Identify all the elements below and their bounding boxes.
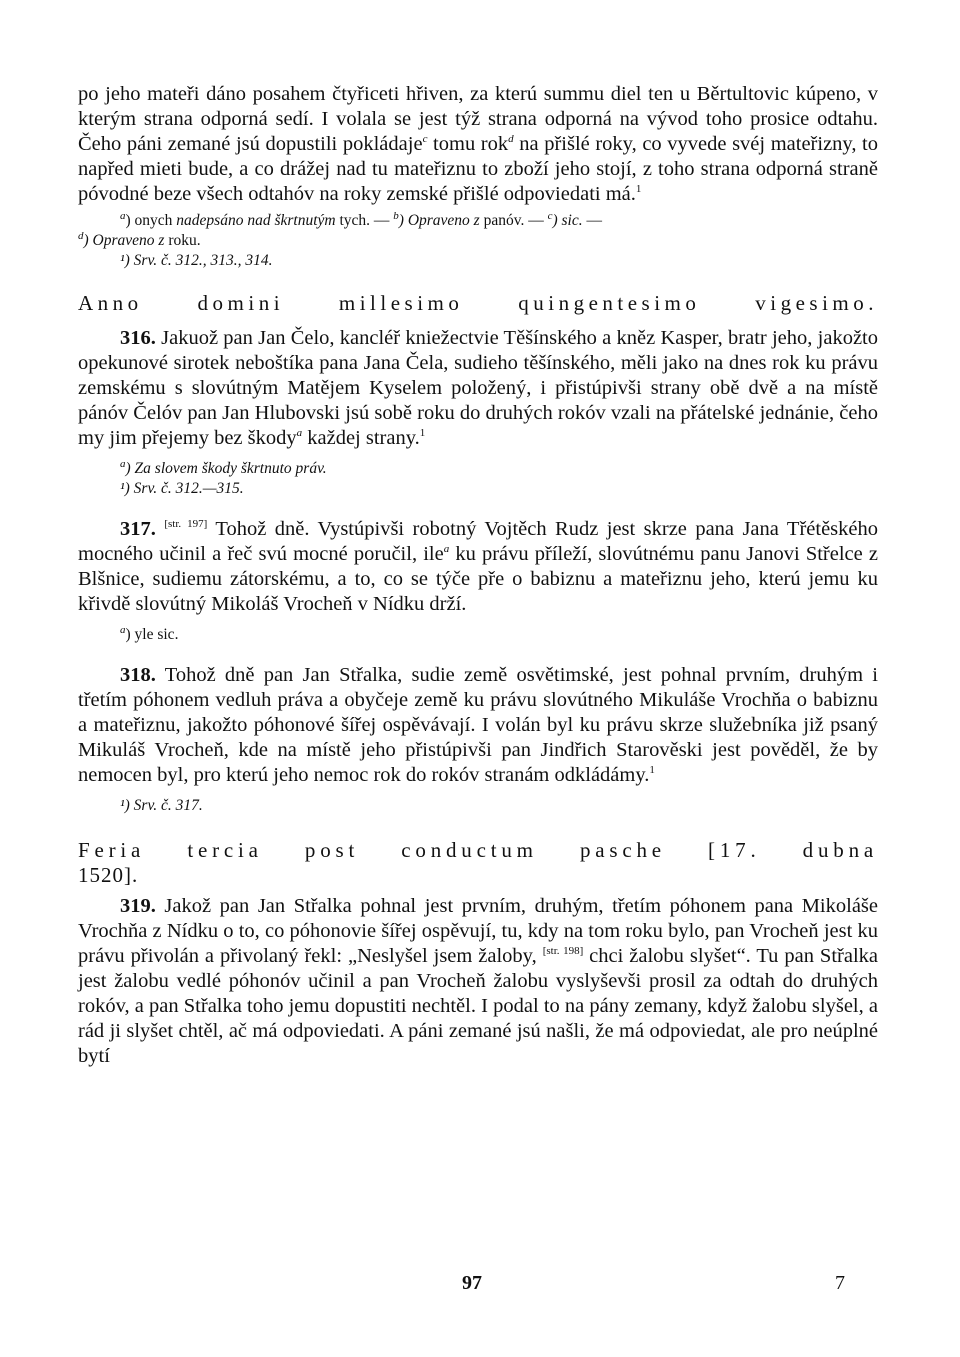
text: Tohož dně. Vystúpivši robotný Vojtěch Rudz jest skrze pana Jana Třétěského mocného učinil a řeč svú mocné poručil, ile <box>78 518 879 565</box>
text: panóv. — <box>479 212 548 229</box>
reference-marker: 1 <box>649 764 655 777</box>
text: ku právu příleží, slovútnému panu Janovi Střelce z Blšnice, sudiemu zátorskému, a to, co se týče pře o babiznu a mateřiznu jeho, kterú jemu ku křivdě slovútný Mikoláš Vrocheň v Nídku drží. <box>78 543 878 615</box>
text: ) Opraveno z <box>83 232 165 249</box>
text: chci žalobu slyšet“. Tu pan Střalka jest žalobu vedlé póhonóv učinil a pan Vrocheň žalobu vyslyševši prosil za odtah do druhých rokóv, a pan Střalka toho jemu dopustiti nechtěl. I podal to na pány zemany, když žalobu slyšel, a rád ji slyšet chtěl, ač má odpoviedati. A páni zemané jsú našli, že má odpoviedat, ale pro neúplné bytí <box>78 945 878 1067</box>
entry-number: 317. <box>120 518 156 540</box>
text: ) Za slovem škody škrtnuto práv. <box>125 460 327 477</box>
text: každej strany. <box>302 427 420 449</box>
folio-marker: [str. 198] <box>542 945 584 958</box>
entry-number: 316. <box>120 327 156 349</box>
footnote-marker: c <box>422 133 428 146</box>
entry-number: 318. <box>120 664 156 686</box>
text: Tohož dně pan Jan Střalka, sudie země osvětimské, jest pohnal prvním, druhým i třetím póhonem vedluh práva a obyčeje země ku právu slovútného Mikuláše Vrochňa o babiznu a mateřiznu, jakožto póhonové šířej ospěvávají. I volán byl ku právu skrze služebníka již psaný Mikuláš Vrocheň, kde na místě jeho přistúpivši pan Jindřich Starověski jest pověděl, že by nemocen byl, pro kterú jeho nemoc rok do rokóv stranám odkládámy. <box>78 664 878 786</box>
footnote <box>78 459 878 479</box>
text: ) Opraveno z <box>398 212 480 229</box>
text: ) sic. <box>552 212 583 229</box>
footnote-marker: a <box>443 543 450 556</box>
text: tomu rok <box>427 133 509 155</box>
paragraph-continuation <box>78 82 878 207</box>
text: roku. <box>164 232 201 249</box>
footnote-marker: a <box>120 209 126 222</box>
folio-marker: [str. 197] <box>164 518 208 531</box>
entry-number: 319. <box>120 895 156 917</box>
signature-mark: 7 <box>835 1272 845 1294</box>
text: nadepsáno nad škrtnutým <box>176 212 336 229</box>
page-number: 97 <box>462 1272 482 1294</box>
footnote-marker: d <box>508 133 514 146</box>
section-heading: Anno domini millesimo quingentesimo vigesimo. <box>78 291 878 315</box>
text: Jakož pan Jan Střalka pohnal jest prvním, druhým, třetím póhonem pana Mikoláše Vrochňa z Nídku o to, co póhonovie šířej ospěvují, tu, kdy na tom roku bylo, pan Vrocheň jest ku právu přivolán a přivolaný řekl: „Neslyšel jsem žaloby, <box>78 895 878 967</box>
entry-317 <box>78 517 878 617</box>
footnote-marker: a <box>120 623 126 636</box>
text: po jeho mateři dáno posahem čtyřiceti hřiven, za kterú summu diel ten u Běrtultovic kúpeno, v kterým strana odporná sedí. I volala se jest týž strana odporná na vývod toho prosice odtahu. Čeho páni zemané jsú dopustili pokládaje <box>78 83 878 155</box>
footnote-reference: ¹) Srv. č. 312.—315. <box>120 480 244 497</box>
page-body <box>78 82 878 1069</box>
footnote-marker: b <box>393 209 399 222</box>
footnote-marker: d <box>78 229 84 242</box>
text: Jakuož pan Jan Čelo, kancléř kniežectvie Těšínského a kněz Kasper, bratr jeho, jakožto opekunové sirotek neboštíka pana Jana Čela, sudieho těšínského, měli jako na dnes rok ku právu zemskému s slovútným Matějem Kyselem položený, i přistúpivši strany obě dvě a na místě pánóv Čelóv pan Jan Hlubovski jsú sobě roku do druhých rokóv vzali na přátelské jednánie, čeho my jim přejemy bez škody <box>78 327 878 449</box>
section-heading: Feria tercia post conductum pasche [17. dubna <box>78 838 878 862</box>
footnote-reference: ¹) Srv. č. 317. <box>120 797 203 814</box>
text: na přišlé roky, co vyvede svéj mateřizny, to napřed mieti bude, a co drážej nad tu mateřiznu to zboží jeho stojí, z toho strana odporná straně póvodné beze všech odtahóv na roky zemské přišlé odpoviedati má. <box>78 133 879 205</box>
text: tych. — <box>335 212 394 229</box>
entry-318 <box>78 663 878 788</box>
footnote-marker: a <box>296 427 303 440</box>
footnote-marker: c <box>547 209 553 222</box>
text: ) onych <box>125 212 177 229</box>
reference-marker: 1 <box>419 427 426 440</box>
text: ) yle sic. <box>125 626 179 643</box>
entry-316 <box>78 326 878 451</box>
text: — <box>582 212 602 229</box>
footnote <box>78 211 878 231</box>
footnote <box>78 625 878 645</box>
footnote <box>78 231 878 251</box>
reference-marker: 1 <box>635 183 642 196</box>
section-heading-continuation: 1520]. <box>78 863 139 887</box>
entry-319 <box>78 894 878 1069</box>
footnote-reference: ¹) Srv. č. 312., 313., 314. <box>120 252 273 269</box>
footnote-marker: a <box>120 457 126 470</box>
